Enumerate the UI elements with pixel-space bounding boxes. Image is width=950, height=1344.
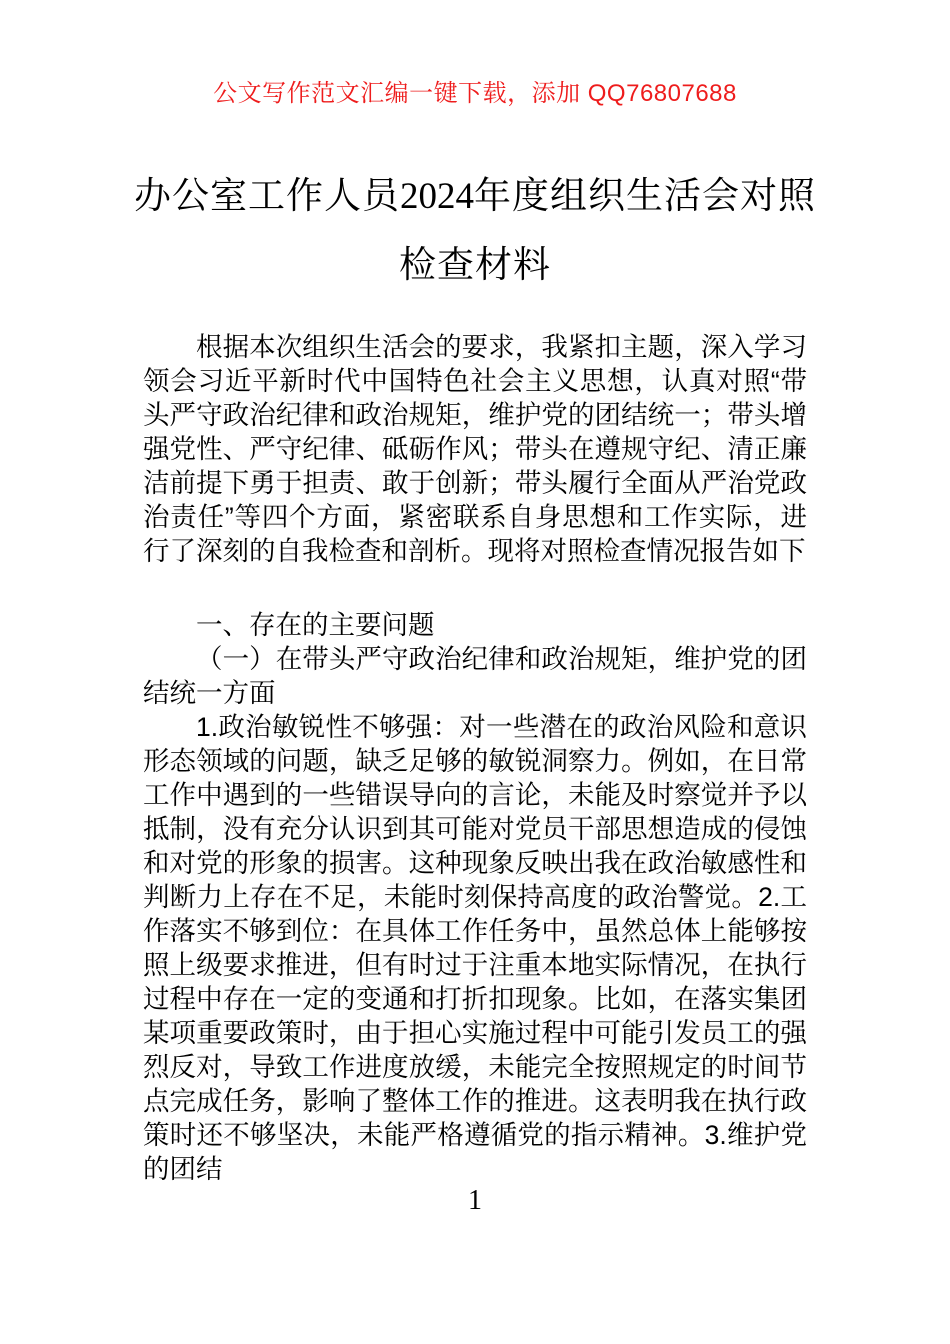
title-suffix: 年度组织生活会对照检查材料 [399, 175, 816, 285]
title-prefix: 办公室工作人员 [134, 175, 400, 216]
intro-paragraph: 根据本次组织生活会的要求，我紧扣主题，深入学习领会习近平新时代中国特色社会主义思想，认真对照“带头严守政治纪律和政治规矩，维护党的团结统一；带头增强党性、严守纪律、砥砺作风；带头在遵规守纪、清正廉洁前提下勇于担责、敢于创新；带头履行全面从严治党政治责任”等四个方面，紧密联系自身思想和工作实际，进行了深刻的自我检查和剖析。现将对照检查情况报告如下 [143, 332, 807, 566]
section-1-subheading: （一）在带头严守政治纪律和政治规矩，维护党的团结统一方面 [143, 644, 807, 708]
page-number: 1 [468, 1185, 482, 1216]
red-promo-notice: 公文写作范文汇编一键下载，添加 QQ76807688 [213, 80, 737, 107]
section-1-heading: 一、存在的主要问题 [196, 610, 435, 640]
document-body [143, 330, 807, 1186]
section-1-paragraph: 1.政治敏锐性不够强：对一些潜在的政治风险和意识形态领域的问题，缺乏足够的敏锐洞察力。例如，在日常工作中遇到的一些错误导向的言论，未能及时察觉并予以抵制，没有充分认识到其可能对党员干部思想造成的侵蚀和对党的形象的损害。这种现象反映出我在政治敏感性和判断力上存在不足，未能时刻保持高度的政治警觉。2.工作落实不够到位：在具体工作任务中，虽然总体上能够按照上级要求推进，但有时过于注重本地实际情况，在执行过程中存在一定的变通和打折扣现象。比如，在落实集团某项重要政策时，由于担心实施过程中可能引发员工的强烈反对，导致工作进度放缓，未能完全按照规定的时间节点完成任务，影响了整体工作的推进。这表明我在执行政策时还不够坚决，未能严格遵循党的指示精神。3.维护党的团结 [143, 712, 807, 1184]
title-year: 2024 [400, 176, 474, 217]
document-title [130, 162, 820, 299]
